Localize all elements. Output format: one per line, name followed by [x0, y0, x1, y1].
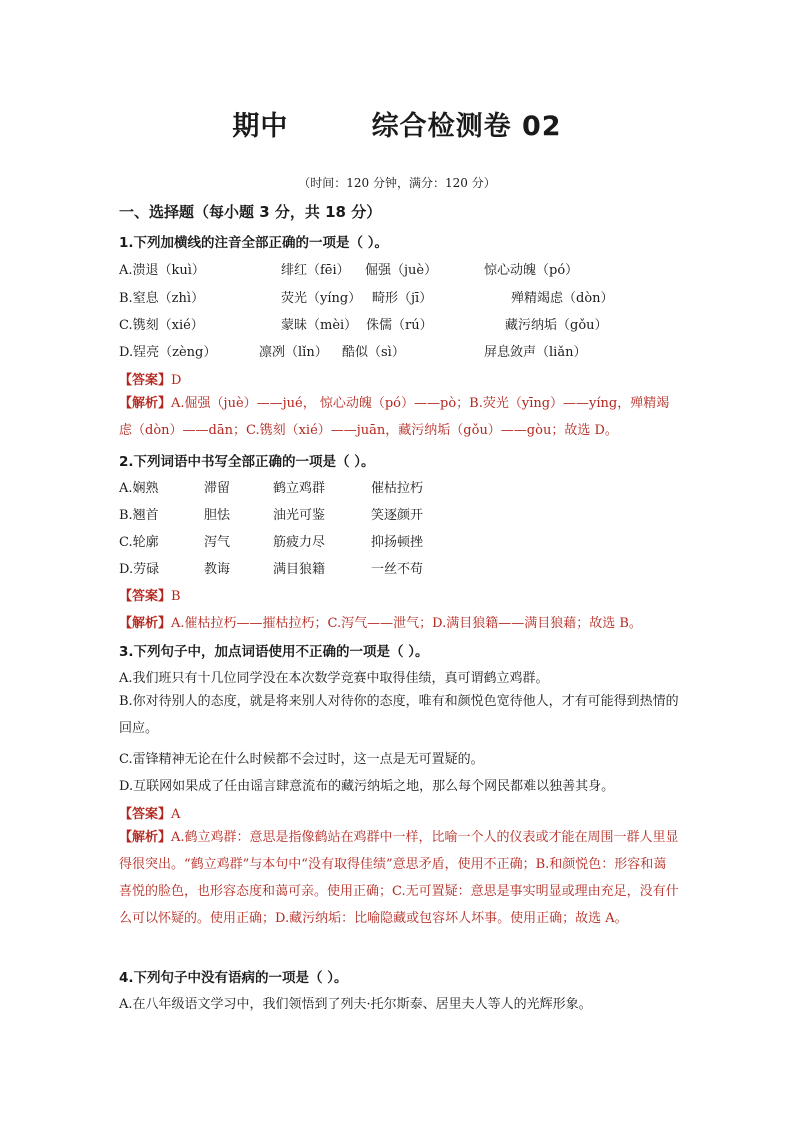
answer-value: B — [171, 589, 181, 604]
q2-option-c-1: C.轮廓 — [119, 535, 159, 550]
question-4-stem: 4.下列句子中没有语病的一项是（ ）。 — [119, 970, 348, 986]
analysis-text: A.倔强（juè）——jué， 惊心动魄（pó）——pò；B.荧光（yīng）——yíng，殚精竭虑（dòn）——dān；C.镌刻（xié）——juān，藏污纳垢（gǒu）——gòu；故选 D。 — [119, 396, 670, 438]
q1-option-d-4: 屏息敛声（liǎn） — [484, 345, 587, 360]
q2-answer — [119, 585, 181, 604]
answer-label: 【答案】 — [119, 373, 172, 388]
q2-option-d-3: 满目狼籍 — [273, 562, 326, 577]
analysis-label: 【解析】 — [119, 396, 172, 411]
answer-label: 【答案】 — [119, 807, 172, 822]
q1-option-a-2: 绯红（fēi） — [281, 263, 350, 278]
q1-option-c-4: 藏污纳垢（gǒu） — [505, 318, 608, 333]
q2-option-c-4: 抑扬顿挫 — [371, 535, 424, 550]
page-title: 期中 综合检测卷 02 — [232, 111, 562, 142]
q2-option-a-3: 鹤立鸡群 — [273, 481, 326, 496]
q2-option-c-3: 筋疲力尽 — [273, 535, 326, 550]
question-1-stem: 1.下列加横线的注音全部正确的一项是（ ）。 — [119, 235, 388, 251]
answer-value: A — [171, 807, 181, 822]
analysis-text: A.催枯拉朽——摧枯拉朽；C.泻气——泄气；D.满目狼籍——满目狼藉；故选 B。 — [171, 616, 642, 631]
exam-info: （时间：120 分钟，满分：120 分） — [298, 176, 496, 190]
q1-option-b-3: 畸形（jī） — [372, 291, 433, 306]
q1-option-c-1: C.镌刻（xié） — [119, 318, 204, 333]
question-2-stem: 2.下列词语中书写全部正确的一项是（ ）。 — [119, 454, 375, 470]
q3-analysis — [119, 824, 679, 932]
q2-option-b-4: 笑逐颜开 — [371, 508, 424, 523]
q2-option-b-2: 胆怯 — [204, 508, 231, 523]
q2-option-d-1: D.劳碌 — [119, 562, 160, 577]
q1-option-b-2: 荧光（yíng） — [281, 291, 362, 306]
q1-option-b-1: B.窒息（zhì） — [119, 291, 205, 306]
q2-option-d-2: 教诲 — [204, 562, 231, 577]
q2-option-a-1: A.娴熟 — [119, 481, 159, 496]
q2-option-b-1: B.翘首 — [119, 508, 159, 523]
q1-option-c-2: 蒙昧（mèi） — [281, 318, 358, 333]
q3-answer — [119, 803, 180, 822]
q1-analysis — [119, 390, 679, 444]
q1-option-b-4: 殚精竭虑（dòn） — [511, 291, 614, 306]
q3-option-d: D.互联网如果成了任由谣言肆意流布的藏污纳垢之地，那么每个网民都难以独善其身。 — [119, 779, 615, 794]
q2-option-a-2: 滞留 — [204, 481, 231, 496]
q1-option-d-2: 凛冽（lǐn） — [259, 345, 328, 360]
analysis-label: 【解析】 — [119, 830, 172, 845]
q3-option-a: A.我们班只有十几位同学没在本次数学竞赛中取得佳绩，真可谓鹤立鸡群。 — [119, 671, 549, 686]
q1-option-a-3: 倔强（juè） — [365, 263, 438, 278]
answer-value: D — [171, 373, 182, 388]
q4-option-a: A.在八年级语文学习中，我们领悟到了列夫·托尔斯泰、居里夫人等人的光辉形象。 — [119, 997, 592, 1012]
analysis-text: A.鹤立鸡群：意思是指像鹤站在鸡群中一样，比喻一个人的仪表或才能在周围一群人里显得很突出。“鹤立鸡群”与本句中“没有取得佳绩”意思矛盾，使用不正确；B.和颜悦色：形容和蔼喜悦的脸色，也形容态度和蔼可亲。使用正确；C.无可置疑：意思是事实明显或理由充足，没有什么可以怀疑的。使用正确；D.藏污纳垢：比喻隐藏或包容坏人坏事。使用正确；故选 A。 — [119, 830, 679, 926]
q1-option-d-1: D.锃亮（zèng） — [119, 345, 217, 360]
analysis-label: 【解析】 — [119, 616, 172, 631]
q1-option-a-4: 惊心动魄（pó） — [484, 263, 579, 278]
q3-option-b: B.你对待别人的态度，就是将来别人对待你的态度，唯有和颜悦色宽待他人，才有可能得到热情的回应。 — [119, 694, 679, 736]
question-3-stem: 3.下列句子中，加点词语使用不正确的一项是（ ）。 — [119, 644, 429, 660]
q2-option-a-4: 催枯拉朽 — [371, 481, 424, 496]
q2-analysis — [119, 612, 642, 631]
q1-answer — [119, 369, 181, 388]
q2-option-b-3: 油光可鉴 — [273, 508, 326, 523]
q1-option-d-3: 酷似（sì） — [342, 345, 405, 360]
q2-option-c-2: 泻气 — [204, 535, 231, 550]
section-heading: 一、选择题（每小题 3 分，共 18 分） — [119, 203, 382, 221]
q1-option-a-1: A.溃退（kuì） — [119, 263, 205, 278]
answer-label: 【答案】 — [119, 589, 172, 604]
q2-option-d-4: 一丝不苟 — [371, 562, 424, 577]
q1-option-c-3: 侏儒（rú） — [366, 318, 433, 333]
q3-option-c: C.雷锋精神无论在什么时候都不会过时，这一点是无可置疑的。 — [119, 752, 484, 767]
